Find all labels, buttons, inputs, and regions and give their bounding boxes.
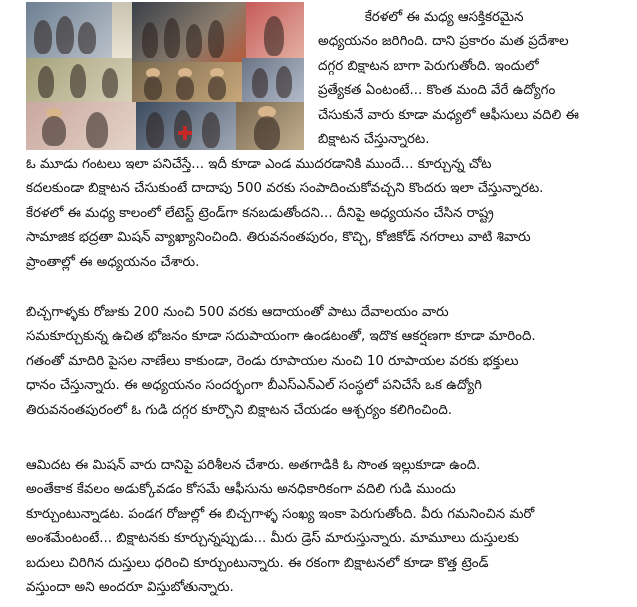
article-paragraph-1: [318, 6, 618, 152]
paragraph-line: అధ్యయనం జరిగింది. దాని ప్రకారం మత ప్రదేశాల: [318, 34, 569, 50]
paragraph-line: ఓ మూడు గంటలు ఇలా పనిచేస్తే... ఇదీ కూడా ఎండ ముదరడానికి ముందే... కూర్చున్న చోట: [26, 157, 492, 172]
article-paragraph-4: [26, 454, 534, 600]
paragraph-line: బదులు చిరిగిన దుస్తులు ధరించి కూర్చుంటున్నారు. ఈ రకంగా బిక్షాటనలో కూడా కొత్త ట్రెండ్: [26, 555, 489, 571]
paragraph-line: ప్రాంతాల్లో ఈ అధ్యయనం చేశారు.: [26, 254, 200, 270]
photo-crowd-meeting: [132, 2, 246, 62]
paragraph-line: కేరళలో ఈ మధ్య కాలంలో లేటెస్ట్ ట్రెండ్‌గా కనబడుతోందని... దీనిపై అధ్యయనం చేసిన రాష్ట్ర: [26, 205, 494, 221]
article-paragraph-3: [26, 301, 536, 423]
paragraph-line: దగ్గర బిక్షాటన బాగా పెరుగుతోంది. ఇందులో: [318, 58, 539, 74]
paragraph-line: బిచ్చగాళ్ళకు రోజుకు 200 నుంచి 500 వరకు ఆదాయంతో పాటు దేవాలయం వారు: [26, 305, 449, 320]
photo-collage: [26, 2, 304, 150]
photo-poster: [112, 2, 132, 58]
photo-officials-seated: [26, 2, 112, 58]
photo-speaker: [246, 2, 304, 58]
paragraph-line: సమకూర్చుకున్న ఉచిత భోజనం కూడా సదుపాయంగా ఉండటంతో, ఇదొక ఆకర్షణగా కూడా మారింది.: [26, 329, 536, 345]
paragraph-line: సామాజిక భద్రతా మిషన్ వ్యాఖ్యానించింది. తిరువనంతపురం, కొచ్చి, కోజికోడ్ నగరాలు వాటి శివారు: [26, 230, 531, 246]
paragraph-line: తిరువనంతపురంలో ఓ గుడి దగ్గర కూర్చొని బిక్షాటన చేయడం ఆశ్చర్యం కలిగించింది.: [26, 402, 453, 418]
photo-red-cross-volunteers: [136, 102, 236, 150]
paragraph-line: కదలకుండా బిక్షాటన చేసుకుంటే దాదాపు 500 వరకు సంపాదించుకోవచ్చని కొందరు ఇలా చేస్తున్నారట.: [26, 181, 544, 197]
photo-police-group: [132, 62, 242, 102]
paragraph-line: కేరళలో ఈ మధ్య ఆసక్తికరమైన: [318, 10, 524, 25]
paragraph-line: ప్రత్యేకత ఏంటంటే... కొంత మంది వేరే ఉద్యోగం: [318, 83, 556, 99]
paragraph-line: చేసుకునే వారు కూడా మధ్యలో ఆఫీసులు వదిలి ఈ: [318, 107, 579, 123]
photo-volunteers: [26, 58, 132, 102]
paragraph-line: కూర్చుంటున్నాడట. పండగ రోజుల్లో ఈ బిచ్చగాళ్ళ సంఖ్య ఇంకా పెరుగుతోంది. వీరు గమనించిన మరో: [26, 506, 535, 522]
paragraph-line: అంతేకాక కేవలం అడుక్కోవడం కోసమే ఆఫీసును అనధికారికంగా వదిలి గుడి ముందు: [26, 482, 456, 498]
paragraph-line: ధానం చేస్తున్నారు. ఈ అధ్యయనం సందర్భంగా బీఎస్ఎన్ఎల్ సంస్థలో పనిచేసే ఒక ఉద్యోగి: [26, 378, 482, 394]
photo-officer-bowing: [26, 102, 136, 150]
paragraph-line: వస్తుందా అని అందరూ విస్తుబోతున్నారు.: [26, 579, 234, 595]
paragraph-line: ఆమిదట ఈ మిషన్ వారు దానిపై పరిశీలన చేశారు. అతగాడికి ఓ సొంత ఇల్లుకూడా ఉంది.: [26, 458, 481, 473]
article-paragraph-2: [26, 153, 543, 275]
paragraph-line: అంశమేంటంటే... బిక్షాటనకు కూర్చున్నప్పుడు... మీరు డ్రెస్ మారుస్తున్నారు. మామూలు దుస్తులకు: [26, 531, 519, 547]
paragraph-line: బిక్షాటన చేస్తున్నారట.: [318, 131, 430, 147]
paragraph-line: గతంతో మాదిరి పైసల నాణేలు కాకుండా, రెండు రూపాయల నుంచి 10 రూపాయల వరకు భక్తులు: [26, 353, 519, 369]
photo-group-portrait: [242, 58, 304, 102]
photo-officer-portrait: [236, 102, 304, 150]
